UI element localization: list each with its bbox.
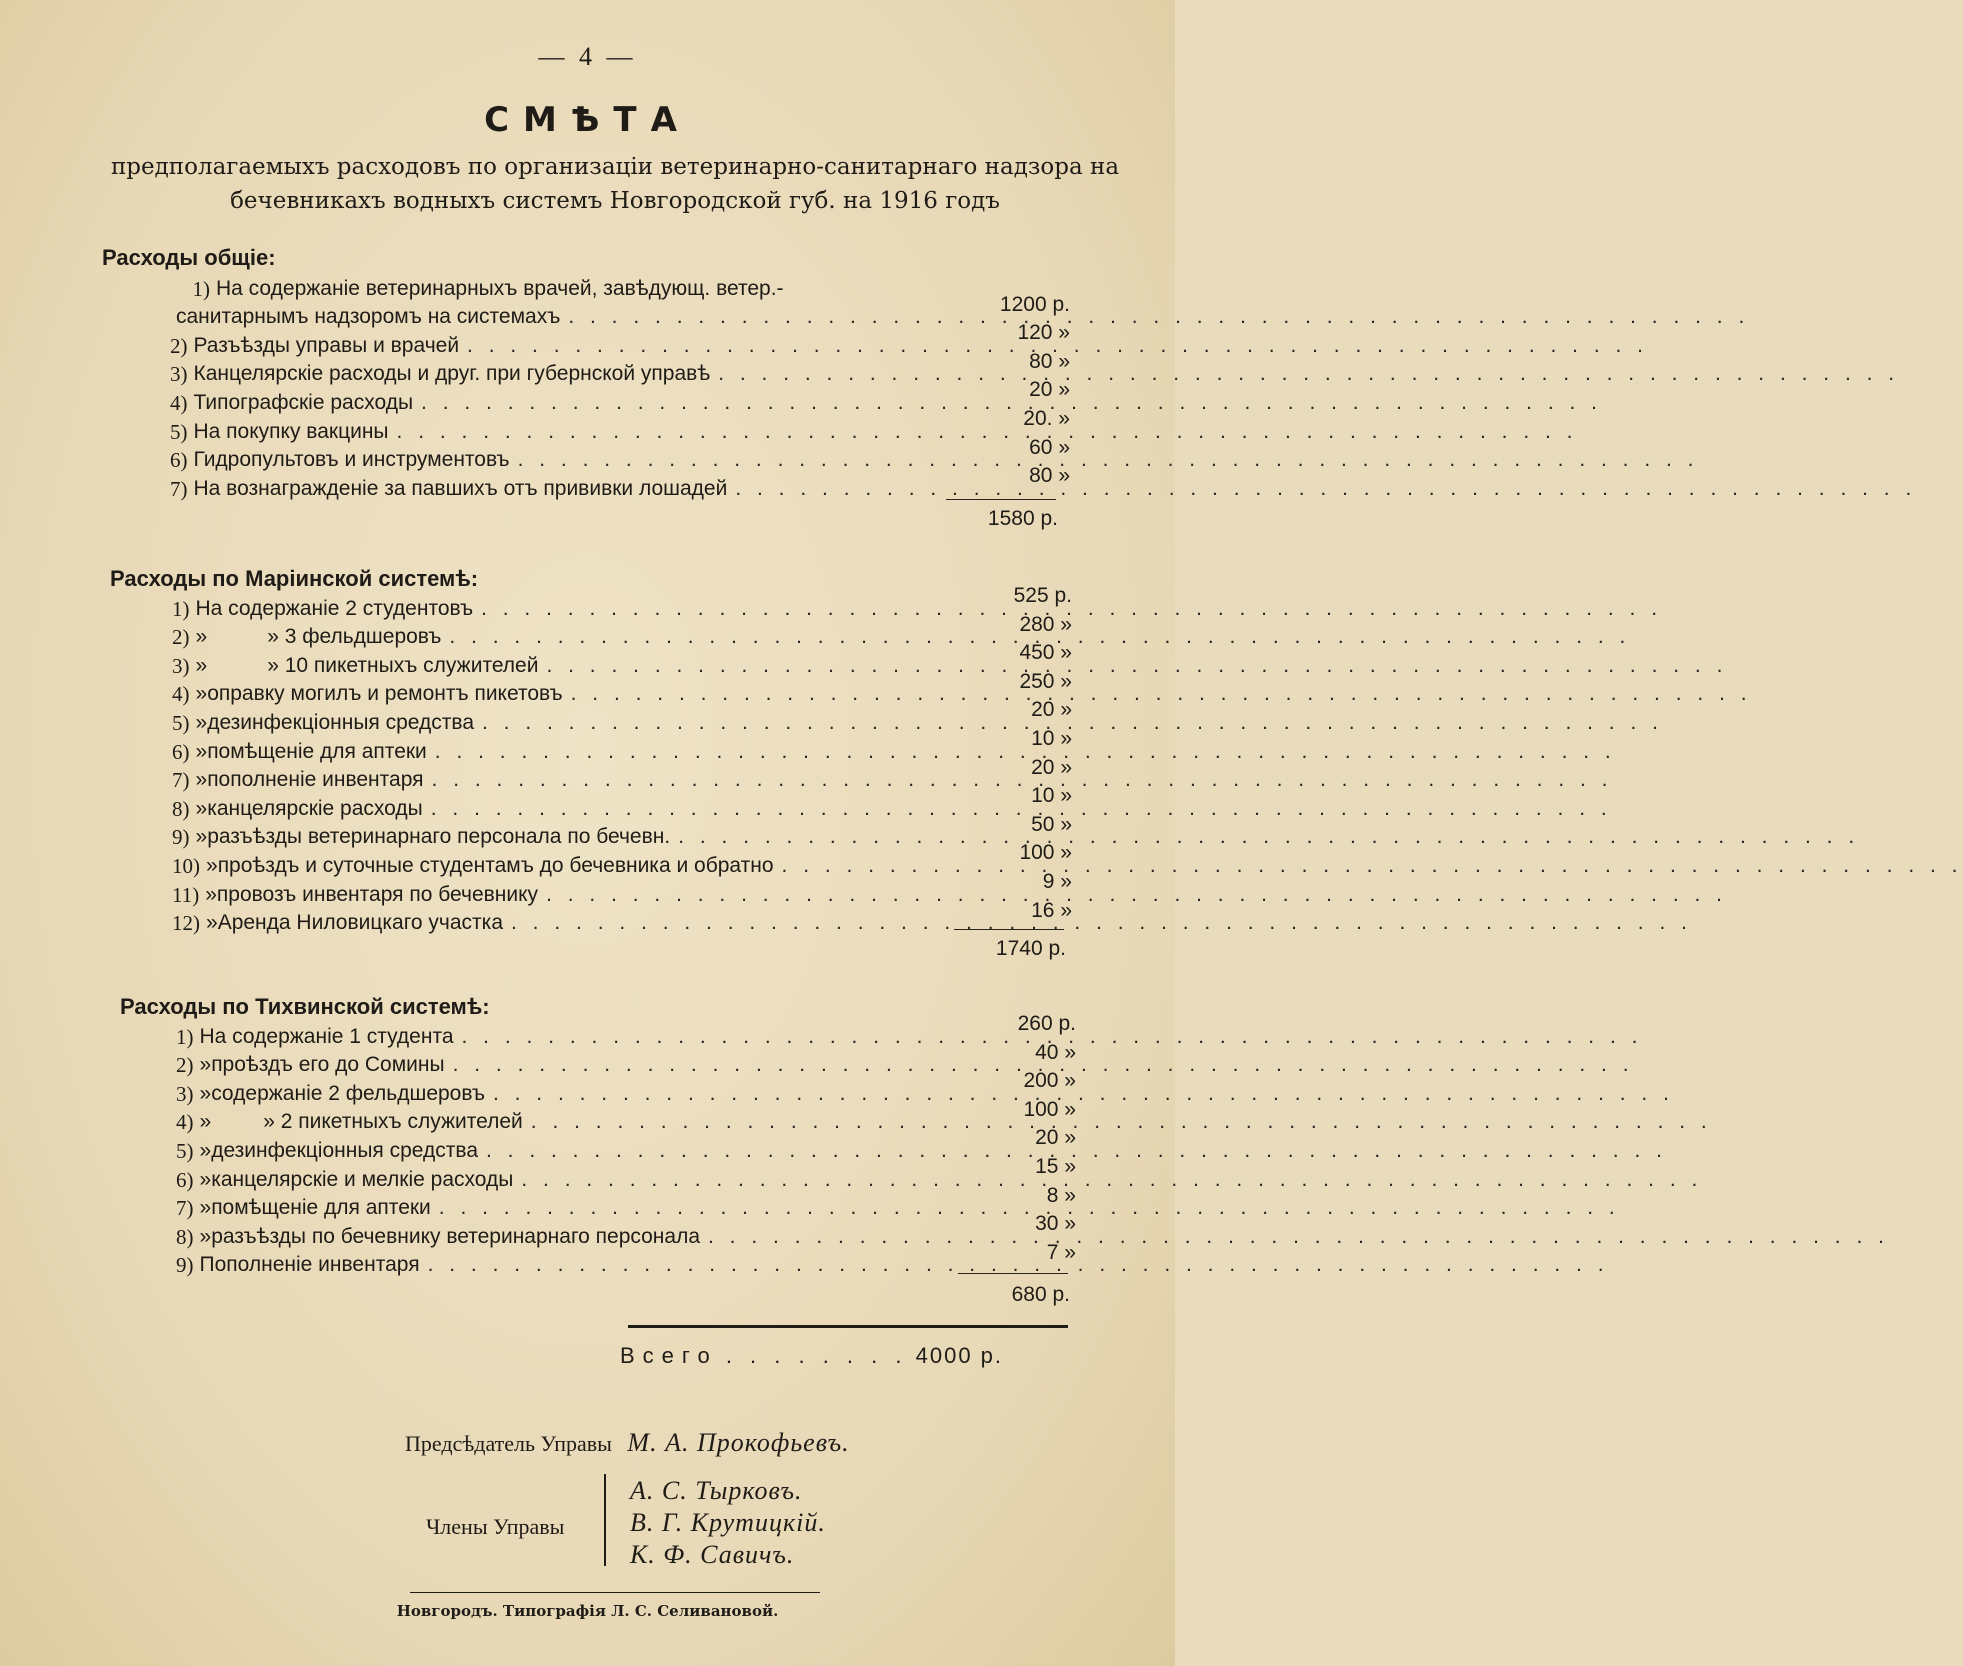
ditto-mark: » [199, 1081, 212, 1105]
item-description: дезинфекціонныя средства [207, 710, 474, 734]
dot-leader [546, 883, 1727, 907]
item-number: 6) [170, 448, 188, 473]
item-amount: 16 » [1031, 898, 1072, 922]
item-number: 8) [176, 1224, 194, 1249]
item-amount: 80 » [1029, 464, 1070, 488]
subtotal-general: 1580 р. [987, 507, 1058, 530]
item-number: 4) [172, 682, 190, 707]
subtitle-line-1: предполагаемыхъ расходовъ по организаціи ветеринарно-санитарнаго надзора на [110, 154, 1120, 180]
chairman-signature [405, 1428, 850, 1458]
dot-leader [782, 854, 1963, 878]
subtotal-rule [958, 1273, 1068, 1274]
item-description: помѣщеніе для аптеки [207, 739, 427, 763]
item-number: 12) [172, 911, 200, 936]
item-amount: 15 » [1035, 1154, 1076, 1178]
members-label: Члены Управы [426, 1514, 565, 1539]
ditto-mark: » [199, 1196, 212, 1220]
chairman-label: Предсѣдатель Управы [405, 1431, 612, 1456]
footer-rule [410, 1592, 820, 1593]
section-items-tikhvin [176, 1012, 1076, 1278]
line-item [176, 1069, 1076, 1106]
item-amount: 250 » [1019, 669, 1072, 693]
dot-leader [546, 654, 1727, 678]
item-amount: 80 » [1029, 349, 1070, 373]
item-number: 5) [172, 710, 190, 735]
item-number: 1) [172, 596, 190, 621]
item-number: 8) [172, 796, 190, 821]
subtotal-mariinsky: 1740 р. [995, 937, 1066, 960]
line-item [170, 272, 1070, 301]
dot-leader [493, 1082, 1674, 1106]
item-description: канцелярскіе и мелкіе расходы [211, 1167, 514, 1191]
item-amount: 450 » [1019, 641, 1072, 665]
dot-leader [718, 362, 1899, 386]
line-item [172, 726, 1072, 764]
item-amount: 20 » [1031, 698, 1072, 722]
line-item [176, 1240, 1076, 1278]
item-description: разъѣзды по бечевнику ветеринарнаго персонала [211, 1224, 701, 1248]
item-number: 3) [172, 653, 190, 678]
line-item [176, 1212, 1076, 1249]
dot-leader [486, 1139, 1667, 1163]
item-number: 4) [176, 1110, 194, 1135]
item-description: » 2 пикетныхъ служителей [263, 1110, 523, 1134]
item-description: На содержаніе 1 студента [199, 1024, 454, 1048]
item-number: 2) [170, 333, 188, 358]
item-amount: 20 » [1035, 1126, 1076, 1150]
item-amount: 1200 р. [999, 292, 1070, 316]
subtotal-rule [946, 499, 1056, 500]
item-amount: 280 » [1019, 612, 1072, 636]
subtotal-tikhvin: 680 р. [1011, 1283, 1070, 1306]
line-item [170, 378, 1070, 415]
ditto-mark: » [195, 796, 208, 820]
grand-total-rule [628, 1325, 1068, 1328]
grand-total-label: Всего [620, 1343, 718, 1368]
item-description: Канцелярскіе расходы и друг. при губернской управѣ [193, 362, 711, 386]
printer-imprint: Новгородъ. Типографія Л. С. Селивановой. [396, 1602, 779, 1620]
member-name: К. Ф. Савичъ. [630, 1540, 795, 1569]
item-number: 2) [176, 1053, 194, 1078]
ditto-mark: » [195, 768, 208, 792]
item-description: На вознагражденіе за павшихъ отъ прививки лошадей [193, 476, 728, 500]
ditto-mark: » [195, 625, 208, 649]
item-description: Гидропультовъ и инструментовъ [193, 448, 510, 472]
item-description: На покупку вакцины [193, 419, 389, 443]
ditto-mark: » [199, 1224, 212, 1248]
item-amount: 40 » [1035, 1040, 1076, 1064]
item-amount: 260 р. [1017, 1012, 1076, 1035]
ditto-mark: » [199, 1138, 212, 1162]
line-item [172, 784, 1072, 821]
line-item [176, 1126, 1076, 1163]
ditto-mark: » [206, 911, 218, 935]
item-description: помѣщеніе для аптеки [211, 1196, 431, 1220]
dot-leader [531, 1110, 1712, 1134]
item-number: 7) [176, 1196, 194, 1221]
item-number: 10) [172, 853, 200, 878]
item-number: 6) [172, 739, 190, 764]
item-description: Аренда Ниловицкаго участка [217, 911, 504, 935]
item-description: оправку могилъ и ремонтъ пикетовъ [207, 682, 563, 706]
item-amount: 20 » [1031, 755, 1072, 779]
dot-leader: . . . . . . . . [725, 1343, 908, 1368]
item-amount: 100 » [1019, 841, 1072, 865]
document-title: СМѢТА [484, 100, 691, 140]
line-item [176, 1012, 1076, 1049]
dot-leader [521, 1168, 1702, 1192]
line-item [172, 584, 1072, 621]
line-item [172, 669, 1072, 707]
item-number: 6) [176, 1167, 194, 1192]
line-item [172, 812, 1072, 850]
item-description: разъѣзды ветеринарнаго персонала по бечевн. [207, 825, 671, 849]
ditto-mark: » [199, 1167, 212, 1191]
subtitle-line-2: бечевникахъ водныхъ системъ Новгородской губ. на 1916 годъ [230, 188, 1000, 214]
item-description: Пополненіе инвентаря [199, 1253, 420, 1277]
grand-total-amount: 4000 р. [915, 1343, 1004, 1368]
subtotal-rule [954, 929, 1064, 930]
item-amount: 50 » [1031, 812, 1072, 836]
ditto-mark: » [195, 682, 208, 706]
item-amount: 10 » [1031, 784, 1072, 808]
item-number: 9) [176, 1253, 194, 1278]
item-amount: 9 » [1042, 869, 1072, 893]
item-amount: 525 р. [1013, 584, 1072, 607]
dot-leader [571, 682, 1752, 706]
grand-total-row [620, 1343, 1070, 1369]
section-heading-general: Расходы общіе: [102, 245, 276, 270]
line-item [176, 1097, 1076, 1135]
member-name: В. Г. Крутицкій. [630, 1508, 826, 1537]
item-description: На содержаніе ветеринарныхъ врачей, завѣдующ. ветер.- [216, 276, 784, 300]
ditto-mark: » [195, 739, 208, 763]
item-number: 9) [172, 825, 190, 850]
dot-leader [482, 711, 1663, 735]
item-number: 5) [176, 1138, 194, 1163]
item-number: 7) [172, 768, 190, 793]
dot-leader [708, 1225, 1889, 1249]
section-heading-mariinsky: Расходы по Маріинской системѣ: [110, 566, 479, 591]
item-description: » 10 пикетныхъ служителей [267, 653, 539, 677]
line-item [170, 292, 1070, 330]
line-item [176, 1154, 1076, 1192]
line-item [176, 1183, 1076, 1221]
section-heading-tikhvin: Расходы по Тихвинской системѣ: [120, 994, 490, 1019]
item-description: » 3 фельдшеровъ [267, 625, 442, 649]
line-item [170, 349, 1070, 387]
item-number: 7) [170, 476, 188, 501]
ditto-mark: » [199, 1053, 212, 1077]
item-description: дезинфекціонныя средства [211, 1138, 478, 1162]
page-number: — 4 — [538, 42, 637, 71]
line-item [172, 869, 1072, 907]
item-number: 1) [192, 276, 210, 301]
item-number: 1) [176, 1024, 194, 1049]
dot-leader [518, 448, 1699, 472]
item-amount: 20 » [1029, 378, 1070, 402]
member-name: А. С. Тырковъ. [630, 1476, 803, 1505]
item-amount: 200 » [1023, 1069, 1076, 1093]
dot-leader [511, 911, 1692, 935]
ditto-mark: » [205, 882, 217, 906]
dot-leader [568, 305, 1749, 329]
line-item [172, 898, 1072, 936]
line-item [172, 641, 1072, 678]
item-number: 11) [172, 882, 200, 907]
item-number: 3) [176, 1081, 194, 1106]
item-amount: 60 » [1029, 435, 1070, 459]
item-number: 5) [170, 419, 188, 444]
item-amount: 20. » [1023, 406, 1070, 430]
section-items-mariinsky [172, 584, 1072, 936]
item-number: 2) [172, 625, 190, 650]
item-amount: 10 » [1031, 726, 1072, 750]
ditto-mark: » [195, 825, 208, 849]
item-description: пополненіе инвентаря [207, 768, 424, 792]
dot-leader [735, 477, 1916, 501]
dot-leader [678, 825, 1859, 849]
line-item [170, 464, 1070, 501]
members-brace [604, 1474, 606, 1566]
item-description: проѣздъ его до Сомины [211, 1053, 445, 1077]
item-amount: 30 » [1035, 1212, 1076, 1236]
chairman-name: М. А. Прокофьевъ. [627, 1428, 850, 1457]
item-description: содержаніе 2 фельдшеровъ [211, 1081, 485, 1105]
item-description: канцелярскіе расходы [207, 796, 423, 820]
item-number: 3) [170, 362, 188, 387]
line-item [176, 1040, 1076, 1078]
line-item [170, 435, 1070, 473]
item-description: санитарнымъ надзоромъ на системахъ [176, 305, 561, 329]
line-item [170, 321, 1070, 358]
ditto-mark: » [199, 1110, 212, 1134]
item-description: Разъѣзды управы и врачей [193, 333, 460, 357]
line-item [170, 406, 1070, 444]
item-description: На содержаніе 2 студентовъ [195, 596, 474, 620]
line-item [172, 841, 1072, 878]
item-number: 4) [170, 390, 188, 415]
item-amount: 120 » [1017, 321, 1070, 345]
item-description: провозъ инвентаря по бечевнику [216, 882, 539, 906]
item-amount: 8 » [1046, 1183, 1076, 1207]
item-description: Типографскіе расходы [193, 390, 414, 414]
item-description: проѣздъ и суточные студентамъ до бечевника и обратно [217, 853, 774, 877]
section-items-general [170, 272, 1070, 501]
ditto-mark: » [206, 853, 218, 877]
line-item [172, 612, 1072, 650]
item-amount: 100 » [1023, 1097, 1076, 1121]
line-item [172, 698, 1072, 735]
line-item [172, 755, 1072, 793]
ditto-mark: » [195, 653, 208, 677]
item-amount: 7 » [1046, 1240, 1076, 1264]
ditto-mark: » [195, 710, 208, 734]
